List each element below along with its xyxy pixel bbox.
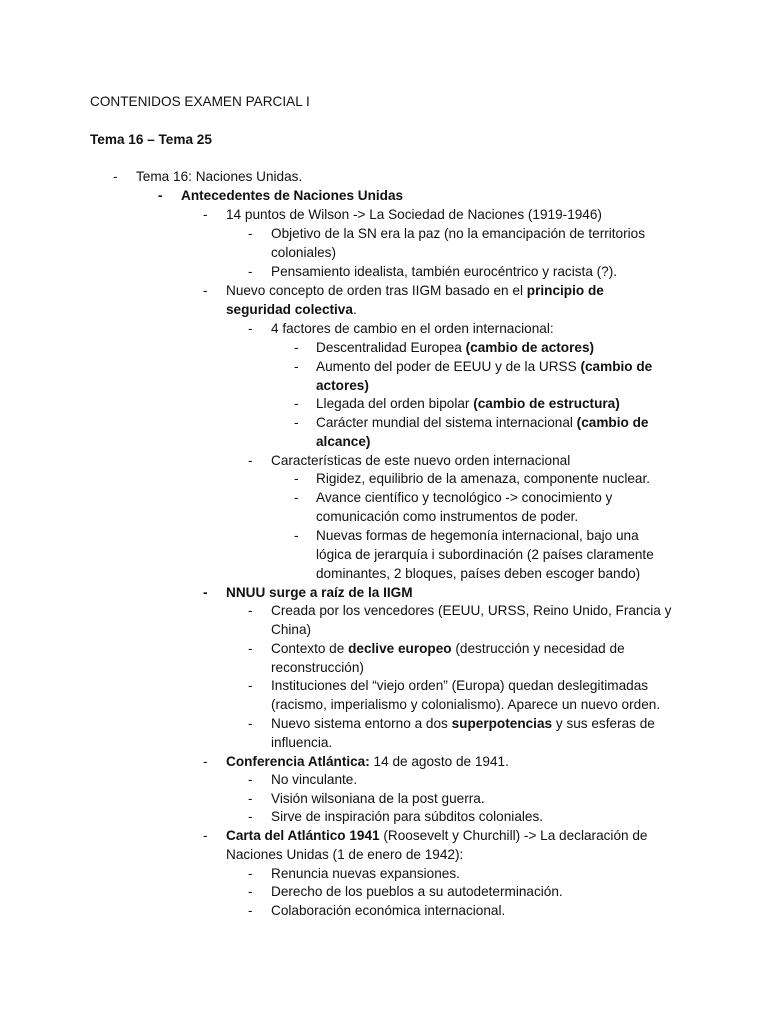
document-title: CONTENIDOS EXAMEN PARCIAL I — [90, 94, 310, 109]
list-item: Colaboración económica internacional. — [271, 903, 506, 918]
list-item: Rigidez, equilibrio de la amenaza, componente nuclear. — [316, 471, 651, 486]
document-subtitle: Tema 16 – Tema 25 — [90, 132, 212, 147]
list-item: Conferencia Atlántica: 14 de agosto de 1941. — [226, 754, 509, 769]
list-item: Llegada del orden bipolar (cambio de estructura) — [316, 396, 620, 411]
bullet-dash: - — [248, 641, 253, 656]
list-item: Pensamiento idealista, también eurocéntrico y racista (?). — [271, 264, 618, 279]
list-item-continuation: Naciones Unidas (1 de enero de 1942): — [226, 847, 464, 862]
bullet-dash: - — [113, 169, 118, 184]
bullet-dash: - — [158, 188, 163, 203]
list-item: 14 puntos de Wilson -> La Sociedad de Naciones (1919-1946) — [226, 207, 602, 222]
list-item: Nuevo concepto de orden tras IIGM basado en el principio de — [226, 283, 604, 298]
bullet-dash: - — [248, 226, 253, 241]
bullet-dash: - — [294, 415, 299, 430]
list-item-continuation: coloniales) — [271, 245, 336, 260]
bullet-dash: - — [248, 903, 253, 918]
list-item-continuation: lógica de jerarquía i subordinación (2 países claramente — [316, 547, 654, 562]
bullet-dash: - — [203, 585, 208, 600]
list-item-tema16: Tema 16: Naciones Unidas. — [136, 169, 303, 184]
list-item-continuation: reconstrucción) — [271, 660, 364, 675]
bullet-dash: - — [248, 264, 253, 279]
bullet-dash: - — [248, 866, 253, 881]
bullet-dash: - — [248, 809, 253, 824]
bullet-dash: - — [248, 453, 253, 468]
list-item-continuation: alcance) — [316, 434, 371, 449]
bullet-dash: - — [248, 603, 253, 618]
list-item: Carácter mundial del sistema internacional (cambio de — [316, 415, 649, 430]
list-item-continuation: dominantes, 2 bloques, países deben escoger bando) — [316, 566, 641, 581]
bullet-dash: - — [248, 884, 253, 899]
list-item: Renuncia nuevas expansiones. — [271, 866, 460, 881]
list-item: Descentralidad Europea (cambio de actores) — [316, 340, 595, 355]
list-item-continuation: (racismo, imperialismo y colonialismo). Aparece un nuevo orden. — [271, 697, 661, 712]
bullet-dash: - — [248, 791, 253, 806]
bullet-dash: - — [294, 471, 299, 486]
list-item: Derecho de los pueblos a su autodeterminación. — [271, 884, 563, 899]
bullet-dash: - — [203, 283, 208, 298]
bullet-dash: - — [294, 340, 299, 355]
list-item-continuation: China) — [271, 622, 312, 637]
section-heading: NNUU surge a raíz de la IIGM — [226, 585, 413, 600]
section-heading: Antecedentes de Naciones Unidas — [181, 188, 404, 203]
bullet-dash: - — [248, 321, 253, 336]
list-item-continuation: comunicación como instrumentos de poder. — [316, 509, 579, 524]
list-item: 4 factores de cambio en el orden internacional: — [271, 321, 554, 336]
list-item: Características de este nuevo orden internacional — [271, 453, 571, 468]
bullet-dash: - — [203, 207, 208, 222]
bullet-dash: - — [294, 396, 299, 411]
bullet-dash: - — [294, 359, 299, 374]
list-item: Nuevo sistema entorno a dos superpotencias y sus esferas de — [271, 716, 655, 731]
bullet-dash: - — [248, 716, 253, 731]
bullet-dash: - — [203, 828, 208, 843]
bullet-dash: - — [248, 772, 253, 787]
list-item-continuation: influencia. — [271, 735, 333, 750]
bullet-dash: - — [294, 528, 299, 543]
list-item: Instituciones del “viejo orden” (Europa) quedan deslegitimadas — [271, 678, 649, 693]
list-item-continuation: actores) — [316, 378, 369, 393]
list-item-continuation: seguridad colectiva. — [226, 302, 357, 317]
list-item: Sirve de inspiración para súbditos coloniales. — [271, 809, 544, 824]
list-item: Carta del Atlántico 1941 (Roosevelt y Churchill) -> La declaración de — [226, 828, 648, 843]
list-item: Objetivo de la SN era la paz (no la emancipación de territorios — [271, 226, 646, 241]
list-item: No vinculante. — [271, 772, 358, 787]
list-item: Contexto de declive europeo (destrucción y necesidad de — [271, 641, 625, 656]
list-item: Aumento del poder de EEUU y de la URSS (cambio de — [316, 359, 653, 374]
list-item: Visión wilsoniana de la post guerra. — [271, 791, 485, 806]
bullet-dash: - — [203, 754, 208, 769]
list-item: Creada por los vencedores (EEUU, URSS, Reino Unido, Francia y — [271, 603, 672, 618]
list-item: Avance científico y tecnológico -> conocimiento y — [316, 490, 613, 505]
bullet-dash: - — [248, 678, 253, 693]
list-item: Nuevas formas de hegemonía internacional, bajo una — [316, 528, 639, 543]
bullet-dash: - — [294, 490, 299, 505]
